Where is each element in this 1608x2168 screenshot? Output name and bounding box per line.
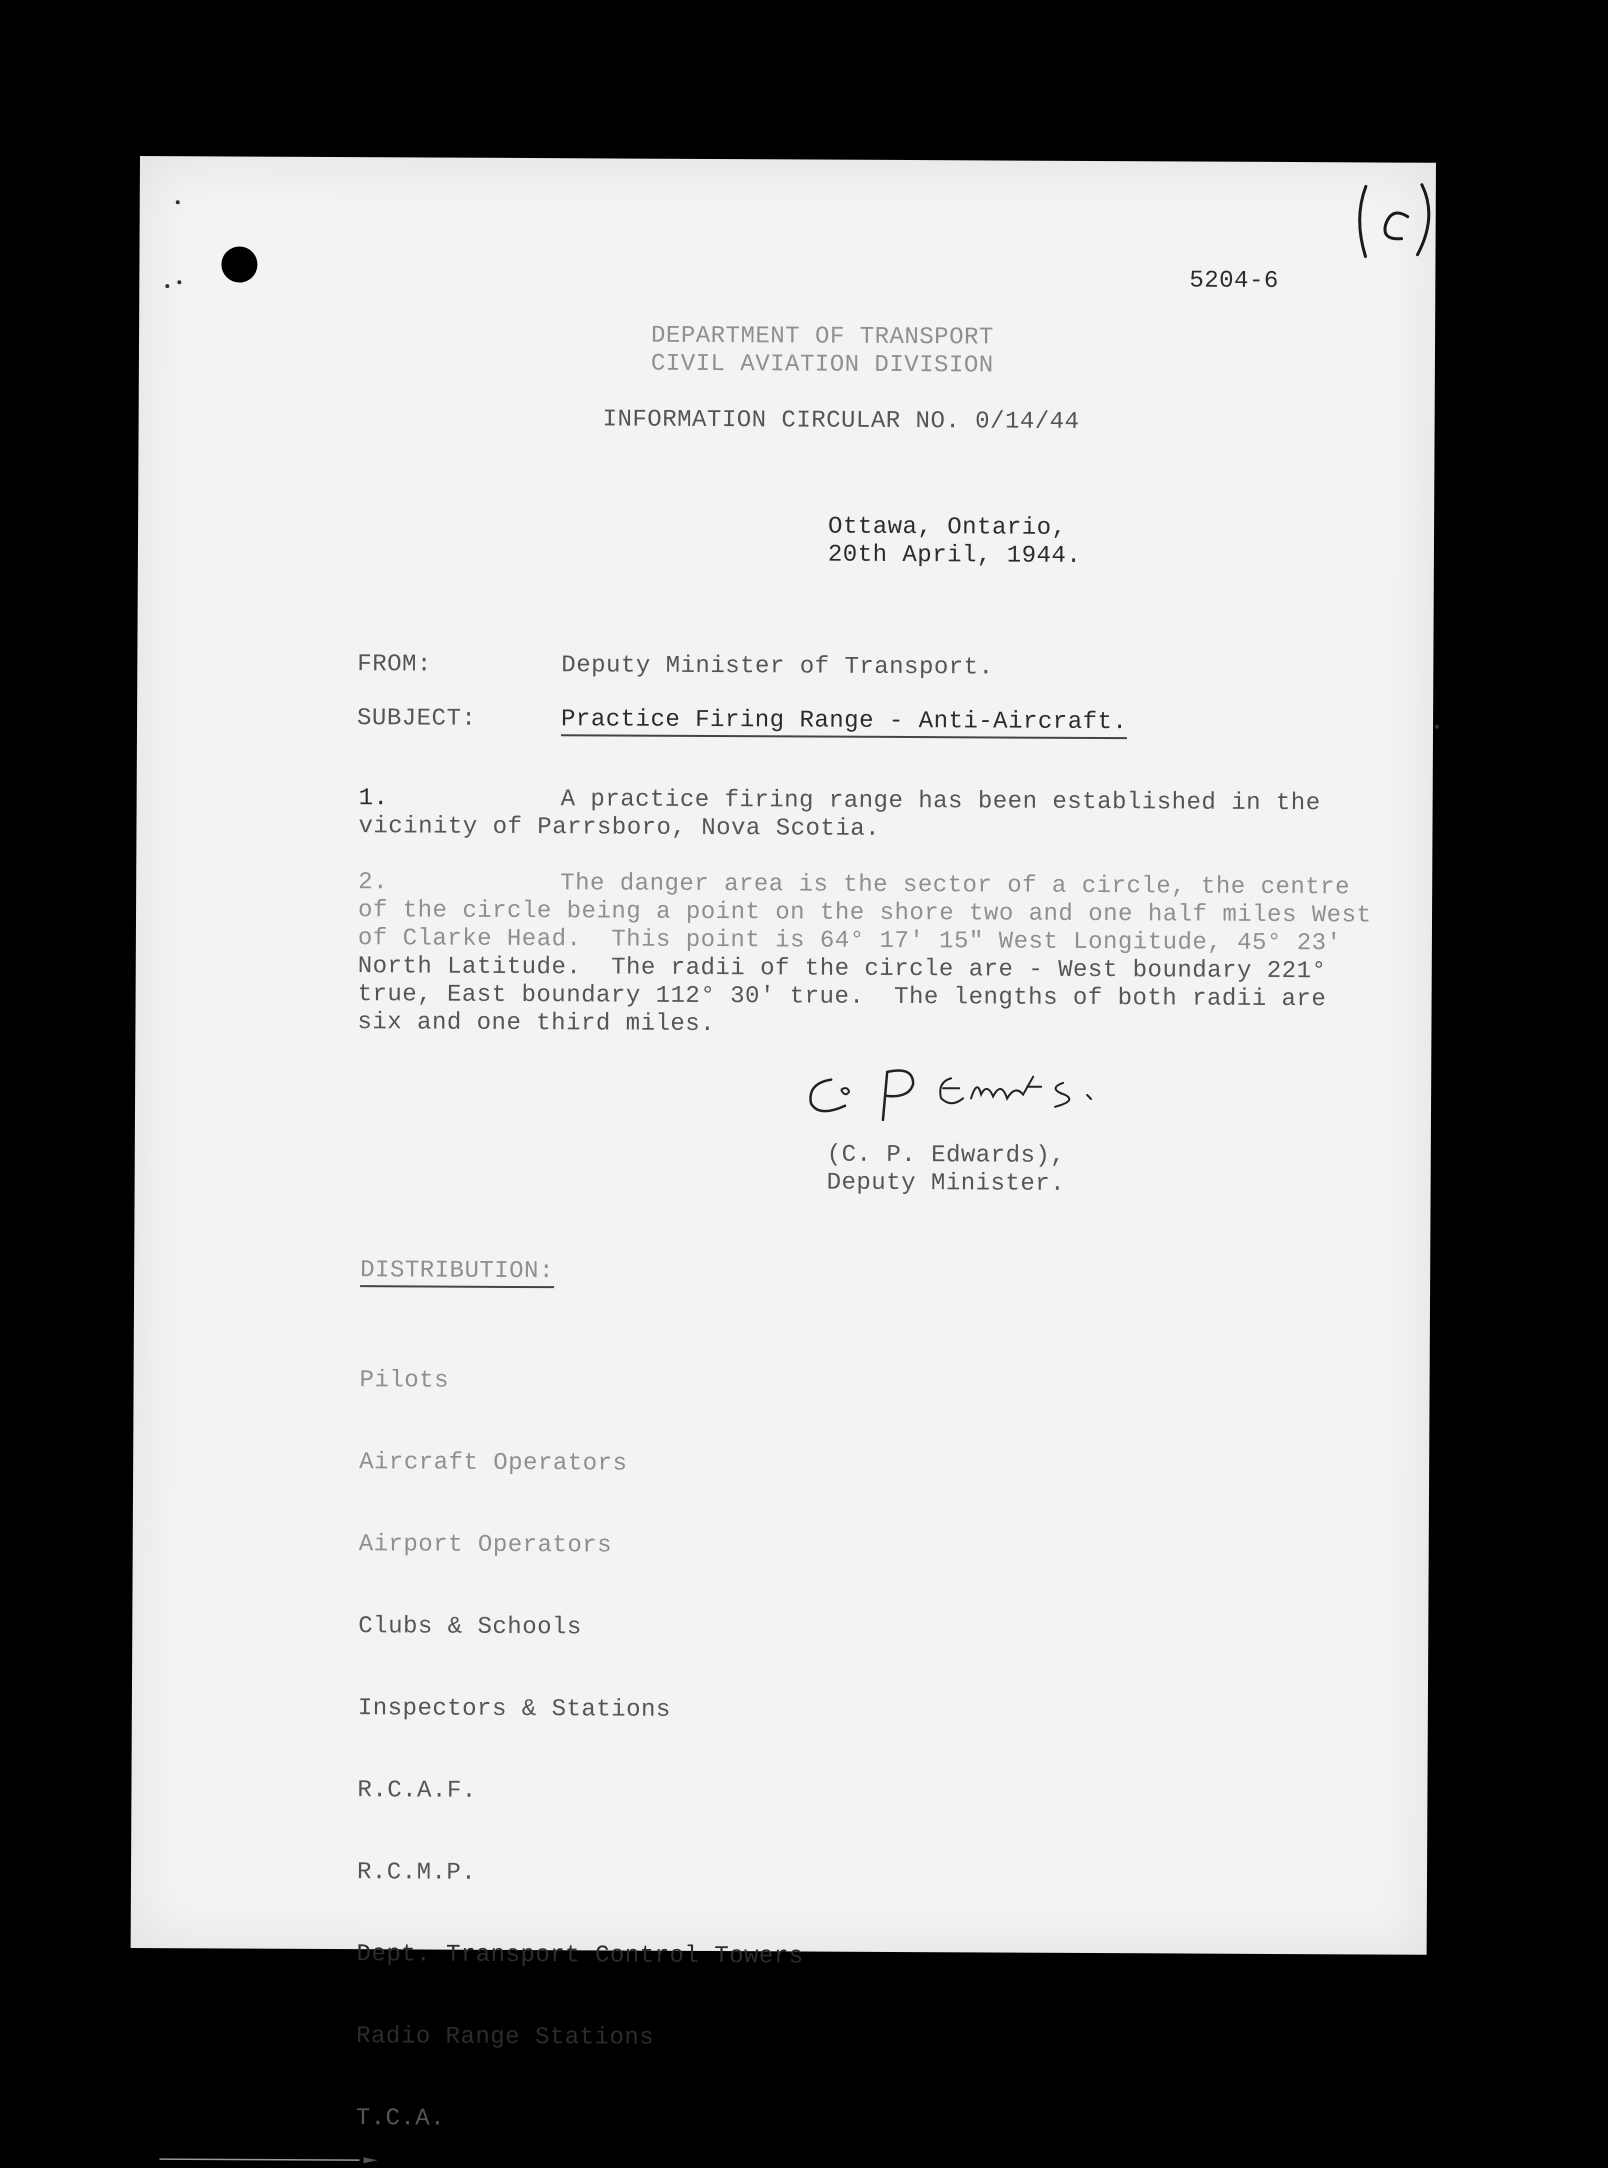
paragraph-line: true, East boundary 112° 30' true. The lengths of both radii are [357,981,1327,1014]
distribution-item: Aircraft Operators [359,1449,628,1478]
paragraph-line: of Clarke Head. This point is 64° 17' 15" West Longitude, 45° 23' [357,925,1342,958]
paper-speck [176,200,180,204]
handwritten-mark-icon [1351,180,1437,262]
margin-mark [159,2154,399,2165]
distribution-heading: DISTRIBUTION: [360,1257,554,1288]
place-line: Ottawa, Ontario, [827,513,1067,542]
from-value: Deputy Minister of Transport. [561,652,994,682]
division-heading: CIVIL AVIATION DIVISION [650,350,994,380]
department-heading: DEPARTMENT OF TRANSPORT [650,322,994,352]
signatory-title: Deputy Minister. [826,1169,1066,1198]
subject-label: SUBJECT: [356,705,477,733]
paragraph-line: North Latitude. The radii of the circle are - West boundary 221° [357,953,1327,986]
punch-hole [221,246,257,282]
circular-number: INFORMATION CIRCULAR NO. 0/14/44 [602,406,1080,436]
distribution-item: T.C.A. [355,2105,446,2133]
paper-speck [1435,725,1439,729]
paper-speck [177,280,181,284]
document-page [131,156,1436,2133]
signature [801,1057,1121,1131]
distribution-item: Clubs & Schools [358,1613,582,1642]
paragraph-number: 1. [358,785,389,813]
date-line: 20th April, 1944. [827,541,1082,570]
distribution-item: Radio Range Stations [356,2023,655,2052]
paragraph-line: of the circle being a point on the shore two and one half miles West [357,897,1372,930]
distribution-item: Inspectors & Stations [357,1695,671,1724]
distribution-item: R.C.M.P. [356,1859,477,1887]
subject-value: Practice Firing Range - Anti-Aircraft. [561,706,1127,739]
distribution-item: Airport Operators [358,1531,613,1560]
signatory-name: (C. P. Edwards), [826,1141,1066,1170]
paper-speck [165,284,169,288]
paragraph-first-line: A practice firing range has been established in the [560,786,1321,818]
distribution-list [355,1313,807,2168]
file-number: 5204-6 [1189,267,1279,295]
paragraph-line: vicinity of Parrsboro, Nova Scotia. [358,813,881,843]
paragraph-first-line: The danger area is the sector of a circle, the centre [560,870,1351,902]
distribution-item: R.C.A.F. [357,1777,477,1805]
paragraph-line: six and one third miles. [357,1009,716,1039]
from-label: FROM: [357,651,432,679]
distribution-item: Dept. Transport Control Towers [356,1941,804,1971]
distribution-item: Pilots [359,1367,450,1395]
paragraph-number: 2. [358,869,389,897]
